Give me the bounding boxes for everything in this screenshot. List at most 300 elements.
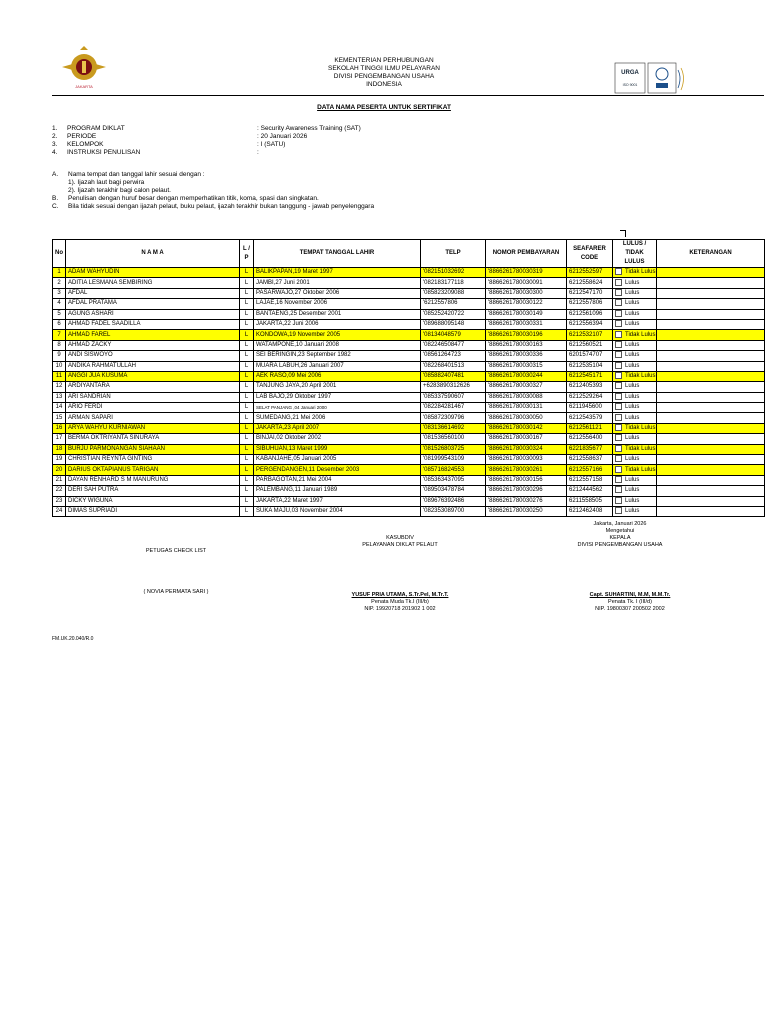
seafarer-code-cell: 6211558505 (567, 496, 613, 506)
participant-table (52, 239, 765, 517)
phone-cell: '085872309796 (421, 413, 486, 423)
seafarer-code-cell: 6212558624 (567, 278, 613, 288)
seafarer-code-cell: 6212545171 (567, 371, 613, 381)
status-label: Lulus (625, 497, 640, 504)
col-header-ttl: TEMPAT TANGGAL LAHIR (254, 240, 421, 268)
keterangan-cell (657, 496, 765, 506)
payment-number-cell: '8866261780030131 (486, 403, 567, 413)
birth-place-date-cell: JAKARTA,22 Maret 1997 (254, 496, 421, 506)
phone-cell: '085882407481 (421, 371, 486, 381)
seafarer-code-cell: 6212558637 (567, 455, 613, 465)
payment-number-cell: '8866261780030315 (486, 361, 567, 371)
header-line-3: DIVISI PENGEMBANGAN USAHA (333, 73, 435, 80)
seafarer-code-cell: 6212557166 (567, 465, 613, 475)
keterangan-cell (657, 330, 765, 340)
keterangan-cell (657, 403, 765, 413)
row-number-cell: 3 (53, 288, 66, 298)
info-row (52, 149, 361, 157)
status-cell[interactable] (613, 496, 657, 506)
checkbox-icon[interactable] (615, 486, 622, 493)
gender-cell: L (240, 423, 254, 433)
table-row (53, 309, 765, 319)
program-info (52, 125, 361, 157)
participant-name-cell: CHRISTIAN REYNTA GINTING (66, 455, 240, 465)
table-row (53, 413, 765, 423)
seafarer-code-cell: 6212556400 (567, 434, 613, 444)
status-label: Tidak Lulus (625, 445, 656, 452)
document-title: DATA NAMA PESERTA UNTUK SERTIFIKAT (317, 104, 451, 111)
status-label: Lulus (625, 477, 640, 484)
status-cell[interactable] (613, 319, 657, 329)
keterangan-cell (657, 455, 765, 465)
note-text: Nama tempat dan tanggal lahir sesuai dengan : (68, 171, 205, 178)
gender-cell: L (240, 382, 254, 392)
status-cell[interactable] (613, 475, 657, 485)
participant-name-cell: AHMAD FAREL (66, 330, 240, 340)
birth-place-date-cell: WATAMPONE,10 Januari 2008 (254, 340, 421, 350)
status-label: Lulus (625, 456, 640, 463)
keterangan-cell (657, 299, 765, 309)
seafarer-code-cell: 6201574707 (567, 351, 613, 361)
checkbox-icon[interactable] (615, 372, 622, 379)
birth-place-date-cell: JAKARTA,22 Juni 2006 (254, 319, 421, 329)
status-cell[interactable] (613, 382, 657, 392)
info-value: : 20 Januari 2026 (257, 133, 308, 140)
kepala-signature (550, 592, 710, 613)
payment-number-cell: '8866261780030331 (486, 319, 567, 329)
payment-number-cell: '8866261780030122 (486, 299, 567, 309)
participant-name-cell: ADITIA LESMANA SEMBIRING (66, 278, 240, 288)
status-label: Tidak Lulus (625, 269, 656, 276)
birth-place-date-cell: PERGENDANGEN,11 Desember 2003 (254, 465, 421, 475)
seafarer-code-cell: 6212560521 (567, 340, 613, 350)
note-text: Bila tidak sesuai dengan ijazah pelaut, buku pelaut, ijazah terakhir bukan tanggung - jawab penyelenggara (68, 203, 375, 210)
payment-number-cell: '8866261780030261 (486, 465, 567, 475)
table-row (53, 444, 765, 454)
birth-place-date-cell: SELAT PANJANG ,04 Januari 2000 (254, 403, 421, 413)
gender-cell: L (240, 434, 254, 444)
status-label: Lulus (625, 508, 640, 515)
payment-number-cell: '8866261780030250 (486, 506, 567, 516)
info-number: 2. (52, 133, 58, 140)
gender-cell: L (240, 486, 254, 496)
participant-name-cell: BURJU PARMONANGAN SIAHAAN (66, 444, 240, 454)
keterangan-cell (657, 268, 765, 278)
seafarer-code-cell: 6211945600 (567, 403, 613, 413)
payment-number-cell: '8866261780030319 (486, 268, 567, 278)
table-row (53, 496, 765, 506)
phone-cell: '082183177118 (421, 278, 486, 288)
note-text: Penulisan dengan huruf besar dengan memperhatikan titik, koma, spasi dan singkatan. (68, 195, 319, 202)
checkbox-icon[interactable] (615, 351, 622, 358)
approval-block (560, 521, 680, 549)
table-row (53, 506, 765, 516)
birth-place-date-cell: PASARWAJO,27 Oktober 2006 (254, 288, 421, 298)
status-label: Lulus (625, 393, 640, 400)
gender-cell: L (240, 288, 254, 298)
row-number-cell: 14 (53, 403, 66, 413)
participant-name-cell: BERMA OKTRIYANTA SINURAYA (66, 434, 240, 444)
checkbox-icon[interactable] (615, 320, 622, 327)
birth-place-date-cell: SEI BERINGIN,23 September 1982 (254, 351, 421, 361)
checkbox-icon[interactable] (615, 289, 622, 296)
info-value: : I (SATU) (257, 141, 286, 148)
table-row (53, 382, 765, 392)
seafarer-code-cell: 6221835677 (567, 444, 613, 454)
gender-cell: L (240, 319, 254, 329)
info-row (52, 133, 361, 141)
seafarer-code-cell: 6212561121 (567, 423, 613, 433)
row-number-cell: 24 (53, 506, 66, 516)
keterangan-cell (657, 361, 765, 371)
phone-cell: '085363437095 (421, 475, 486, 485)
payment-number-cell: '8866261780030244 (486, 371, 567, 381)
row-number-cell: 15 (53, 413, 66, 423)
status-cell[interactable] (613, 465, 657, 475)
status-label: Lulus (625, 290, 640, 297)
checkbox-icon[interactable] (615, 414, 622, 421)
header-line-4: INDONESIA (366, 81, 402, 88)
info-label: PERIODE (67, 133, 97, 140)
status-cell[interactable] (613, 340, 657, 350)
svg-text:JAKARTA: JAKARTA (75, 84, 93, 89)
status-label: Tidak Lulus (625, 373, 656, 380)
birth-place-date-cell: MUARA LABUH,26 Januari 2007 (254, 361, 421, 371)
participant-name-cell: ARI SANDRIAN (66, 392, 240, 402)
sign-role: KASUBDIV (386, 535, 414, 541)
status-label: Lulus (625, 300, 640, 307)
birth-place-date-cell: SIBUHUAN,13 Maret 1999 (254, 444, 421, 454)
checkbox-icon[interactable] (615, 434, 622, 441)
status-label: Lulus (625, 414, 640, 421)
seafarer-code-cell: 6212557806 (567, 299, 613, 309)
phone-cell: '089503478784 (421, 486, 486, 496)
keterangan-cell (657, 351, 765, 361)
sign-nip: NIP. 19800307 200502 2002 (595, 606, 665, 612)
birth-place-date-cell: LAB BAJO,29 Oktober 1997 (254, 392, 421, 402)
row-number-cell: 23 (53, 496, 66, 506)
phone-cell: '08134048579 (421, 330, 486, 340)
status-cell[interactable] (613, 392, 657, 402)
status-label: Lulus (625, 310, 640, 317)
gender-cell: L (240, 496, 254, 506)
payment-number-cell: '8866261780030091 (486, 278, 567, 288)
sign-mengetahui: Mengetahui (605, 528, 635, 534)
keterangan-cell (657, 319, 765, 329)
gender-cell: L (240, 444, 254, 454)
payment-number-cell: '8866261780030324 (486, 444, 567, 454)
table-row (53, 351, 765, 361)
birth-place-date-cell: BALIKPAPAN,19 Maret 1997 (254, 268, 421, 278)
participant-name-cell: ANDIKA RAHMATULLAH (66, 361, 240, 371)
keterangan-cell (657, 278, 765, 288)
participant-name-cell: DAYAN RENHARD S M MANURUNG (66, 475, 240, 485)
phone-cell: '085337590607 (421, 392, 486, 402)
phone-cell: '085716824553 (421, 465, 486, 475)
participant-name-cell: AHMAD ZACKY (66, 340, 240, 350)
svg-text:ISO 9001: ISO 9001 (622, 83, 638, 87)
table-row (53, 403, 765, 413)
row-number-cell: 8 (53, 340, 66, 350)
note-subitem: 1). Ijazah laut bagi perwira (68, 179, 145, 186)
row-number-cell: 4 (53, 299, 66, 309)
table-header-row (53, 240, 765, 268)
phone-cell: '082353089700 (421, 506, 486, 516)
checkbox-icon[interactable] (615, 393, 622, 400)
header-divider (52, 95, 764, 96)
status-cell[interactable] (613, 361, 657, 371)
note-letter: B. (52, 195, 59, 202)
status-cell[interactable] (613, 371, 657, 381)
keterangan-cell (657, 444, 765, 454)
birth-place-date-cell: SUKA MAJU,03 November 2004 (254, 506, 421, 516)
payment-number-cell: '8866261780030300 (486, 288, 567, 298)
phone-cell: '089676392486 (421, 496, 486, 506)
status-cell[interactable] (613, 268, 657, 278)
phone-cell: '083136614692 (421, 423, 486, 433)
payment-number-cell: '8866261780030327 (486, 382, 567, 392)
status-cell[interactable] (613, 403, 657, 413)
birth-place-date-cell: KONDOWA,19 November 2005 (254, 330, 421, 340)
status-cell[interactable] (613, 455, 657, 465)
participant-name-cell: ANDI SISWOYO (66, 351, 240, 361)
phone-cell: '081526803725 (421, 444, 486, 454)
keterangan-cell (657, 434, 765, 444)
birth-place-date-cell: BANTAENG,25 Desember 2001 (254, 309, 421, 319)
checker-role: PETUGAS CHECK LIST (145, 548, 207, 554)
table-row (53, 465, 765, 475)
note-letter: A. (52, 171, 59, 178)
table-row (53, 319, 765, 329)
gender-cell: L (240, 340, 254, 350)
phone-cell: '085823209088 (421, 288, 486, 298)
row-number-cell: 1 (53, 268, 66, 278)
form-code: FM.UK.20.040/R.0 (52, 636, 94, 642)
seafarer-code-cell: 6212529264 (567, 392, 613, 402)
info-label: PROGRAM DIKLAT (67, 125, 125, 132)
sign-role: DIVISI PENGEMBANGAN USAHA (577, 542, 663, 548)
birth-place-date-cell: JAKARTA,23 April 2007 (254, 423, 421, 433)
payment-number-cell: '8866261780030276 (486, 496, 567, 506)
table-row (53, 278, 765, 288)
info-value: : (257, 149, 259, 156)
sign-nip: NIP. 19920718 201902 1 002 (364, 606, 436, 612)
info-row (52, 141, 361, 149)
gender-cell: L (240, 455, 254, 465)
status-label: Lulus (625, 352, 640, 359)
phone-cell: '085252420722 (421, 309, 486, 319)
participant-name-cell: DERI SAH PUTRA (66, 486, 240, 496)
status-label: Lulus (625, 279, 640, 286)
row-number-cell: 10 (53, 361, 66, 371)
sign-date: Jakarta, Januari 2026 (593, 521, 647, 527)
payment-number-cell: '8866261780030196 (486, 330, 567, 340)
checkbox-icon[interactable] (615, 382, 622, 389)
payment-number-cell: '8866261780030142 (486, 423, 567, 433)
row-number-cell: 7 (53, 330, 66, 340)
seafarer-code-cell: 6212444562 (567, 486, 613, 496)
col-header-payment: NOMOR PEMBAYARAN (486, 240, 567, 268)
checkbox-icon[interactable] (615, 310, 622, 317)
svg-text:URGA: URGA (621, 70, 639, 76)
keterangan-cell (657, 288, 765, 298)
gender-cell: L (240, 330, 254, 340)
checkbox-icon[interactable] (615, 362, 622, 369)
seafarer-code-cell: 6212552597 (567, 268, 613, 278)
seafarer-code-cell: 6212556394 (567, 319, 613, 329)
table-row (53, 475, 765, 485)
gender-cell: L (240, 351, 254, 361)
checkbox-icon[interactable] (615, 331, 622, 338)
kasubdiv-signature (320, 592, 480, 613)
table-row (53, 371, 765, 381)
keterangan-cell (657, 309, 765, 319)
note-letter: C. (52, 203, 59, 210)
row-number-cell: 17 (53, 434, 66, 444)
col-header-status: LULUS / TIDAK LULUS (613, 240, 657, 268)
col-header-keterangan: KETERANGAN (657, 240, 765, 268)
birth-place-date-cell: PALEMBANG,11 Januari 1989 (254, 486, 421, 496)
table-row (53, 423, 765, 433)
payment-number-cell: '8866261780030163 (486, 340, 567, 350)
payment-number-cell: '8866261780030050 (486, 413, 567, 423)
gender-cell: L (240, 278, 254, 288)
birth-place-date-cell: KABANJAHE,05 Januari 2005 (254, 455, 421, 465)
checkbox-icon[interactable] (615, 476, 622, 483)
gender-cell: L (240, 413, 254, 423)
row-number-cell: 19 (53, 455, 66, 465)
keterangan-cell (657, 423, 765, 433)
phone-cell: '082284281467 (421, 403, 486, 413)
participant-name-cell: AHMAD FADEL SAADILLA (66, 319, 240, 329)
participant-name-cell: AFDAL PRATAMA (66, 299, 240, 309)
status-cell[interactable] (613, 288, 657, 298)
birth-place-date-cell: SUMEDANG,21 Mei 2006 (254, 413, 421, 423)
phone-cell: '082246508477 (421, 340, 486, 350)
keterangan-cell (657, 413, 765, 423)
status-cell[interactable] (613, 278, 657, 288)
phone-cell: '08561264723 (421, 351, 486, 361)
writing-instructions (52, 171, 374, 211)
status-label: Tidak Lulus (625, 331, 656, 338)
sign-role: PELAYANAN DIKLAT PELAUT (362, 542, 438, 548)
row-number-cell: 11 (53, 371, 66, 381)
phone-cell: '082151032692 (421, 268, 486, 278)
participant-name-cell: ANGGI JUA KUSUMA (66, 371, 240, 381)
status-cell[interactable] (613, 330, 657, 340)
row-number-cell: 16 (53, 423, 66, 433)
payment-number-cell: '8866261780030167 (486, 434, 567, 444)
corner-mark (620, 230, 626, 237)
phone-cell: '081536560100 (421, 434, 486, 444)
row-number-cell: 5 (53, 309, 66, 319)
col-header-telp: TELP (421, 240, 486, 268)
status-cell[interactable] (613, 434, 657, 444)
checkbox-icon[interactable] (615, 445, 622, 452)
status-cell[interactable] (613, 309, 657, 319)
status-label: Lulus (625, 487, 640, 494)
checkbox-icon[interactable] (615, 466, 622, 473)
status-cell[interactable] (613, 506, 657, 516)
checkbox-icon[interactable] (615, 341, 622, 348)
participant-name-cell: DICKY WIGUNA (66, 496, 240, 506)
row-number-cell: 2 (53, 278, 66, 288)
info-label: KELOMPOK (67, 141, 104, 148)
phone-cell: '081999543109 (421, 455, 486, 465)
sign-role: KEPALA (609, 535, 631, 541)
sign-rank: Penata Tk. I (III/d) (608, 599, 652, 605)
table-row (53, 288, 765, 298)
sign-rank: Penata Muda Tk.I (III/b) (371, 599, 429, 605)
row-number-cell: 6 (53, 319, 66, 329)
sign-name: Capt. SUHARTINI, M.M, M.M.Tr. (589, 592, 671, 598)
table-row (53, 340, 765, 350)
row-number-cell: 13 (53, 392, 66, 402)
status-cell[interactable] (613, 299, 657, 309)
payment-number-cell: '8866261780030336 (486, 351, 567, 361)
birth-place-date-cell: AEK RASO,09 Mei 2006 (254, 371, 421, 381)
seafarer-code-cell: 6212547170 (567, 288, 613, 298)
status-label: Lulus (625, 435, 640, 442)
col-header-seafarer: SEAFARER CODE (567, 240, 613, 268)
row-number-cell: 22 (53, 486, 66, 496)
checkbox-icon[interactable] (615, 455, 622, 462)
checkbox-icon[interactable] (615, 279, 622, 286)
sign-name: YUSUF PRIA UTAMA, S.Tr.Pel, M.Tr.T. (351, 592, 449, 598)
payment-number-cell: '8866261780030156 (486, 475, 567, 485)
keterangan-cell (657, 465, 765, 475)
info-label: INSTRUKSI PENULISAN (67, 149, 141, 156)
row-number-cell: 18 (53, 444, 66, 454)
table-row (53, 330, 765, 340)
payment-number-cell: '8866261780030093 (486, 455, 567, 465)
table-row (53, 361, 765, 371)
payment-number-cell: '8866261780030088 (486, 392, 567, 402)
payment-number-cell: '8866261780030296 (486, 486, 567, 496)
checkbox-icon[interactable] (615, 507, 622, 514)
gender-cell: L (240, 361, 254, 371)
gender-cell: L (240, 299, 254, 309)
participant-name-cell: ARMAN SAPARI (66, 413, 240, 423)
gender-cell: L (240, 392, 254, 402)
checkbox-icon[interactable] (615, 299, 622, 306)
status-label: Lulus (625, 383, 640, 390)
row-number-cell: 9 (53, 351, 66, 361)
birth-place-date-cell: PARBAGOTAN,21 Mei 2004 (254, 475, 421, 485)
checkbox-icon[interactable] (615, 497, 622, 504)
status-cell[interactable] (613, 444, 657, 454)
status-label: Tidak Lulus (625, 466, 656, 473)
row-number-cell: 21 (53, 475, 66, 485)
status-cell[interactable] (613, 413, 657, 423)
table-row (53, 434, 765, 444)
row-number-cell: 20 (53, 465, 66, 475)
status-cell[interactable] (613, 351, 657, 361)
phone-cell: +6283890312626 (421, 382, 486, 392)
seafarer-code-cell: 6212557158 (567, 475, 613, 485)
table-row (53, 392, 765, 402)
payment-number-cell: '8866261780030149 (486, 309, 567, 319)
participant-name-cell: AFDAL (66, 288, 240, 298)
col-header-no: No (53, 240, 66, 268)
checkbox-icon[interactable] (615, 424, 622, 431)
status-cell[interactable] (613, 423, 657, 433)
seafarer-code-cell: 6212535104 (567, 361, 613, 371)
gender-cell: L (240, 506, 254, 516)
checkbox-icon[interactable] (615, 403, 622, 410)
checkbox-icon[interactable] (615, 268, 622, 275)
status-cell[interactable] (613, 486, 657, 496)
